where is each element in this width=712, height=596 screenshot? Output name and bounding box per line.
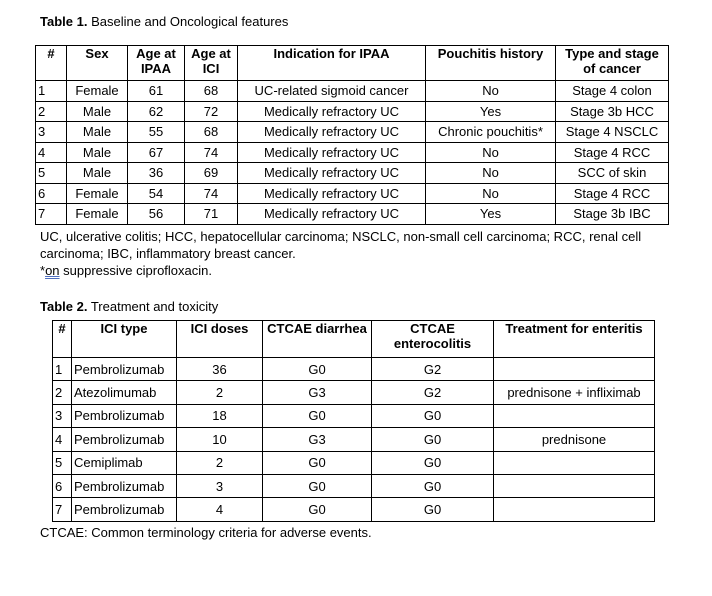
table2-header-treatment: Treatment for enteritis — [494, 321, 655, 358]
table-cell: 71 — [185, 204, 238, 225]
table2-header-enterocolitis: CTCAE enterocolitis — [372, 321, 494, 358]
table-row — [53, 498, 655, 521]
table-cell: 36 — [128, 163, 185, 184]
table-cell: 2 — [36, 101, 67, 122]
table-cell: 68 — [185, 122, 238, 143]
table-row — [53, 451, 655, 474]
table-cell: 36 — [177, 358, 263, 381]
table-cell: Stage 3b HCC — [556, 101, 669, 122]
table-cell: Pembrolizumab — [72, 474, 177, 497]
table-row — [53, 474, 655, 497]
table-cell: 5 — [53, 451, 72, 474]
table-cell: 69 — [185, 163, 238, 184]
table-cell: No — [426, 142, 556, 163]
table-cell: G0 — [372, 404, 494, 427]
table-row — [36, 81, 669, 102]
table-cell: Medically refractory UC — [238, 183, 426, 204]
table-cell: 2 — [53, 381, 72, 404]
table-cell: 18 — [177, 404, 263, 427]
table-cell: 2 — [177, 451, 263, 474]
table-cell: 61 — [128, 81, 185, 102]
table-cell: 3 — [177, 474, 263, 497]
table-cell: 54 — [128, 183, 185, 204]
table-cell — [494, 358, 655, 381]
table1-header-row — [36, 46, 669, 81]
table1-footnote-line1: UC, ulcerative colitis; HCC, hepatocellular carcinoma; NSCLC, non-small cell carcinoma; RCC, renal cell — [40, 229, 642, 244]
table-cell: Male — [67, 101, 128, 122]
baseline-oncological-table — [35, 45, 669, 225]
table1-header-indication: Indication for IPAA — [238, 46, 426, 81]
table-cell: 3 — [53, 404, 72, 427]
table-cell: 55 — [128, 122, 185, 143]
table2-caption — [40, 299, 218, 315]
table-cell: Medically refractory UC — [238, 142, 426, 163]
table-cell: Atezolimumab — [72, 381, 177, 404]
table-cell — [494, 498, 655, 521]
footnote-on-word: on — [45, 263, 60, 278]
table1-footnote-star — [40, 262, 212, 279]
table-cell: Female — [67, 204, 128, 225]
table2-header-ici-doses: ICI doses — [177, 321, 263, 358]
table-cell: Stage 4 NSCLC — [556, 122, 669, 143]
table-cell: No — [426, 183, 556, 204]
table-cell: Pembrolizumab — [72, 404, 177, 427]
table-cell: 72 — [185, 101, 238, 122]
table-cell: 56 — [128, 204, 185, 225]
table-cell: UC-related sigmoid cancer — [238, 81, 426, 102]
table1-header-pouchitis: Pouchitis history — [426, 46, 556, 81]
table-cell: 6 — [36, 183, 67, 204]
table-cell: Stage 4 RCC — [556, 142, 669, 163]
table1-header-age-ici: Age at ICI — [185, 46, 238, 81]
table-cell: G0 — [372, 474, 494, 497]
table-row — [36, 163, 669, 184]
table-row — [36, 101, 669, 122]
table-cell: 74 — [185, 183, 238, 204]
table-cell: Medically refractory UC — [238, 122, 426, 143]
table-cell: G2 — [372, 358, 494, 381]
table-row — [53, 358, 655, 381]
table-cell: G0 — [372, 428, 494, 451]
table-row — [53, 404, 655, 427]
footnote-star-mark: * — [40, 263, 46, 278]
table-row — [36, 183, 669, 204]
table-cell: Stage 4 colon — [556, 81, 669, 102]
table-cell — [494, 474, 655, 497]
table-cell: Female — [67, 81, 128, 102]
table-cell — [494, 404, 655, 427]
table1-caption-text: Baseline and Oncological features — [87, 14, 289, 29]
table1-header-sex: Sex — [67, 46, 128, 81]
table-cell: 4 — [177, 498, 263, 521]
table-cell — [494, 451, 655, 474]
table-cell: G0 — [263, 498, 372, 521]
table-cell: G0 — [372, 498, 494, 521]
table-cell: G0 — [263, 358, 372, 381]
table-cell: Stage 3b IBC — [556, 204, 669, 225]
table2-caption-label: Table 2. — [40, 299, 88, 314]
table-row — [36, 122, 669, 143]
table-cell: Female — [67, 183, 128, 204]
table-cell: Male — [67, 142, 128, 163]
table-cell: SCC of skin — [556, 163, 669, 184]
table-cell: 2 — [177, 381, 263, 404]
table-cell: No — [426, 163, 556, 184]
table-cell: G0 — [263, 404, 372, 427]
table-cell: 7 — [36, 204, 67, 225]
table1-header-cancer: Type and stage of cancer — [556, 46, 669, 81]
table1-caption — [40, 14, 288, 30]
table-cell: 1 — [53, 358, 72, 381]
table-cell: Yes — [426, 204, 556, 225]
table-cell: 6 — [53, 474, 72, 497]
table2-header-diarrhea: CTCAE diarrhea — [263, 321, 372, 358]
table-cell: 3 — [36, 122, 67, 143]
table-cell: Male — [67, 122, 128, 143]
table-row — [53, 381, 655, 404]
table-cell: Pembrolizumab — [72, 498, 177, 521]
table-cell: 67 — [128, 142, 185, 163]
footnote-rest: suppressive ciprofloxacin. — [59, 263, 212, 278]
table-cell: 5 — [36, 163, 67, 184]
treatment-toxicity-table — [52, 320, 655, 522]
table-cell: 68 — [185, 81, 238, 102]
table-row — [53, 428, 655, 451]
table-cell: Pembrolizumab — [72, 428, 177, 451]
table2-header-num: # — [53, 321, 72, 358]
table2-footnote: CTCAE: Common terminology criteria for adverse events. — [40, 525, 372, 540]
table1-footnote-line2: carcinoma; IBC, inflammatory breast cancer. — [40, 246, 296, 261]
table2-header-row — [53, 321, 655, 358]
table1-header-age-ipaa: Age at IPAA — [128, 46, 185, 81]
table-cell: 1 — [36, 81, 67, 102]
table-cell: Pembrolizumab — [72, 358, 177, 381]
table-cell: Medically refractory UC — [238, 204, 426, 225]
table-cell: Chronic pouchitis* — [426, 122, 556, 143]
table-cell: 74 — [185, 142, 238, 163]
table1-caption-label: Table 1. — [40, 14, 88, 29]
table2-caption-text: Treatment and toxicity — [87, 299, 219, 314]
table-cell: 7 — [53, 498, 72, 521]
table-cell: Yes — [426, 101, 556, 122]
table-cell: 62 — [128, 101, 185, 122]
table-cell: No — [426, 81, 556, 102]
table-cell: prednisone — [494, 428, 655, 451]
table-cell: G3 — [263, 381, 372, 404]
table-cell: Medically refractory UC — [238, 163, 426, 184]
table-cell: G0 — [263, 474, 372, 497]
table-row — [36, 204, 669, 225]
table1-header-num: # — [36, 46, 67, 81]
table-cell: 10 — [177, 428, 263, 451]
table-cell: prednisone + infliximab — [494, 381, 655, 404]
table-cell: G0 — [263, 451, 372, 474]
table-cell: Male — [67, 163, 128, 184]
table-cell: G2 — [372, 381, 494, 404]
table-cell: 4 — [36, 142, 67, 163]
table-cell: Stage 4 RCC — [556, 183, 669, 204]
table2-header-ici-type: ICI type — [72, 321, 177, 358]
table-cell: G0 — [372, 451, 494, 474]
table-row — [36, 142, 669, 163]
table-cell: 4 — [53, 428, 72, 451]
table-cell: G3 — [263, 428, 372, 451]
table-cell: Cemiplimab — [72, 451, 177, 474]
table-cell: Medically refractory UC — [238, 101, 426, 122]
